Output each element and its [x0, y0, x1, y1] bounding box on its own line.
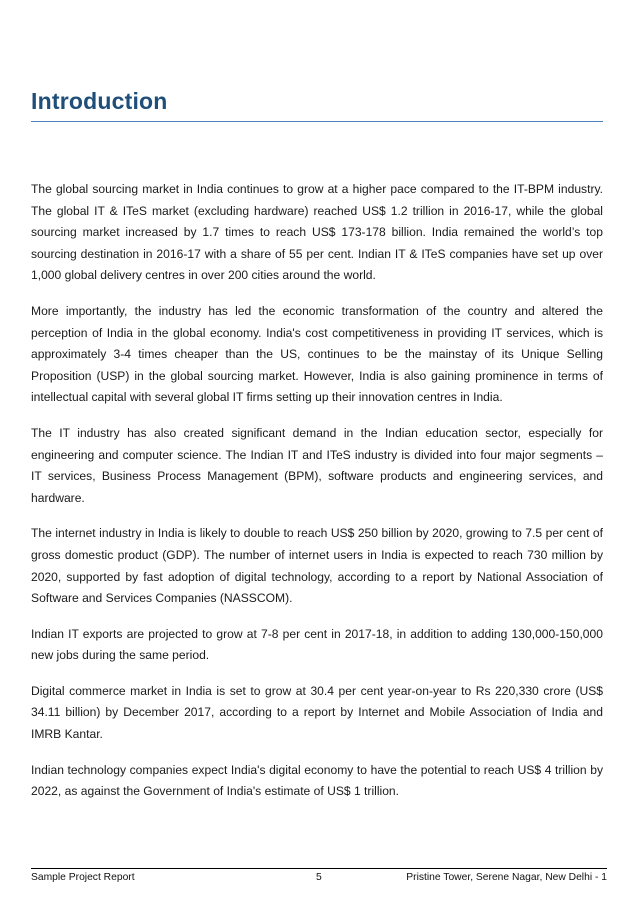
paragraph-1: The global sourcing market in India continues to grow at a higher pace compared to the IT-BPM industry. The global IT & ITeS market (excluding hardware) reached US$ 1.2 trillion in 2016-17, while the global sourcing market increased by 1.7 times to reach US$ 173-178 billion. India remained the world’s top sourcing destination in 2016-17 with a share of 55 per cent. Indian IT & ITeS companies have set up over 1,000 global delivery centres in over 200 cities around the world.: [31, 182, 603, 283]
paragraph-6: Digital commerce market in India is set to grow at 30.4 per cent year-on-year to Rs 220,330 crore (US$ 34.11 billion) by December 2017, according to a report by Internet and Mobile Association of India and IMRB Kantar.: [31, 683, 603, 742]
footer-divider: [31, 868, 607, 869]
paragraph-5: Indian IT exports are projected to grow at 7-8 per cent in 2017-18, in addition to adding 130,000-150,000 new jobs during the same period.: [31, 626, 603, 663]
paragraph-7: Indian technology companies expect India's digital economy to have the potential to reach US$ 4 trillion by 2022, as against the Government of India's estimate of US$ 1 trillion.: [31, 762, 603, 799]
section-heading: Introduction: [31, 88, 603, 122]
footer-report-title: Sample Project Report: [31, 872, 135, 883]
paragraph-3: The IT industry has also created significant demand in the Indian education sector, especially for engineering and computer science. The Indian IT and ITeS industry is divided into four major segments – IT services, Business Process Management (BPM), software products and engineering services, and hardware.: [31, 425, 603, 505]
page-footer: [31, 872, 607, 886]
footer-page-number: 5: [316, 872, 322, 883]
footer-address: Pristine Tower, Serene Nagar, New Delhi - 1: [406, 872, 607, 883]
paragraph-2: More importantly, the industry has led the economic transformation of the country and altered the perception of India in the global economy. India's cost competitiveness in providing IT services, which is approximately 3-4 times cheaper than the US, continues to be the mainstay of its Unique Selling Proposition (USP) in the global sourcing market. However, India is also gaining prominence in terms of intellectual capital with several global IT firms setting up their innovation centres in India.: [31, 303, 603, 405]
body-text: [31, 179, 603, 817]
paragraph-4: The internet industry in India is likely to double to reach US$ 250 billion by 2020, growing to 7.5 per cent of gross domestic product (GDP). The number of internet users in India is expected to reach 730 million by 2020, supported by fast adoption of digital technology, according to a report by National Association of Software and Services Companies (NASSCOM).: [31, 526, 603, 606]
